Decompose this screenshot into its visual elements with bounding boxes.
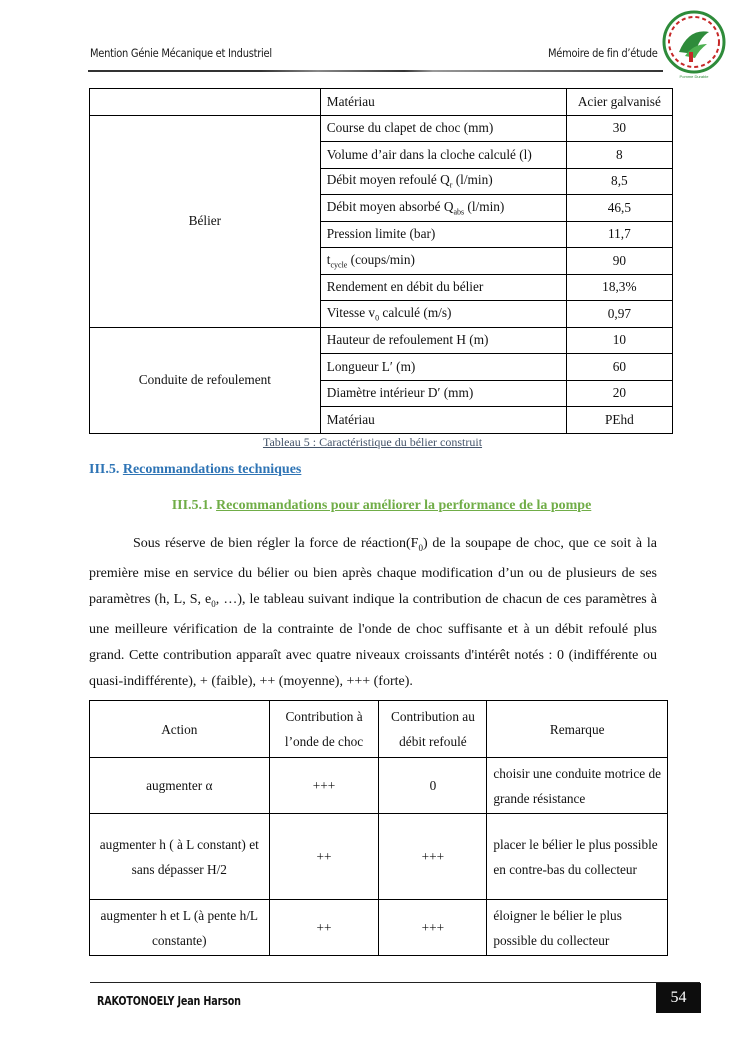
table-cell-param: Longueur L′ (m): [320, 354, 566, 381]
table-cell-action: augmenter h ( à L constant) et sans dépasser H/2: [90, 814, 270, 900]
table-row: [90, 758, 668, 814]
table-cell-value: 30: [566, 115, 672, 142]
table-cell-value: 0,97: [566, 301, 672, 328]
table-cell-action: augmenter α: [90, 758, 270, 814]
table-cell-param: Pression limite (bar): [320, 221, 566, 248]
table-header-row: [90, 701, 668, 758]
table-cell-param: Matériau: [320, 89, 566, 116]
column-header: Contribution à l’onde de choc: [269, 701, 379, 758]
subsection-heading: [0, 498, 745, 514]
table-cell-debit: +++: [379, 814, 487, 900]
belier-characteristics-table: [89, 88, 673, 434]
table-cell-param: Rendement en débit du bélier: [320, 274, 566, 301]
table-cell-debit: 0: [379, 758, 487, 814]
header-rule: [88, 70, 663, 72]
recommendations-table: [89, 700, 668, 956]
table-cell-value: PEhd: [566, 407, 672, 434]
table-cell-value: 60: [566, 354, 672, 381]
table-cell-param: Volume d’air dans la cloche calculé (l): [320, 142, 566, 169]
table-row: [90, 900, 668, 956]
table-cell-choc: ++: [269, 814, 379, 900]
table-cell-choc: ++: [269, 900, 379, 956]
header-right-title: Mémoire de fin d’étude: [548, 46, 658, 60]
table-cell-value: 11,7: [566, 221, 672, 248]
table-cell-value: 18,3%: [566, 274, 672, 301]
table-cell-debit: +++: [379, 900, 487, 956]
table-cell-choc: +++: [269, 758, 379, 814]
section-heading: [89, 462, 301, 478]
table-row: [90, 814, 668, 900]
logo-caption: Pomme Durable: [679, 74, 709, 79]
table-row: [90, 327, 673, 354]
table-cell-param: Diamètre intérieur D′ (mm): [320, 380, 566, 407]
table-cell-value: 10: [566, 327, 672, 354]
body-paragraph: Sous réserve de bien régler la force de $réaction(F_0)$ de la soupape de choc, que ce soit à la première mise en service du bélier ou bien après chaque modification d’un ou de plusieurs de ses paramètres (h, L, S, $e_0$, …), le tableau suivant indique la contribution de chacun de ces paramètres à une meilleure vérification de la contrainte de l'onde de choc suffisante et à un débit refoulé plus grand. Cette contribution apparaît avec quatre niveaux croissants d'intérêt notés : 0 (indifférente ou quasi-indifférente), + (faible), ++ (moyenne), +++ (forte).: [89, 536, 657, 689]
subsection-title: Recommandations pour améliorer la performance de la pompe: [216, 498, 592, 513]
table-cell-value: 46,5: [566, 195, 672, 222]
table-cell-remarque: éloigner le bélier le plus possible du collecteur: [487, 900, 668, 956]
table-row: [90, 115, 673, 142]
section-title: Recommandations techniques: [122, 462, 302, 477]
footer-author: RAKOTONOELY Jean Harson: [97, 994, 241, 1008]
table-cell-action: augmenter h et L (à pente h/L constante): [90, 900, 270, 956]
header-left-title: Mention Génie Mécanique et Industriel: [90, 46, 272, 60]
table-cell-param: Hauteur de refoulement H (m): [320, 327, 566, 354]
table-cell-remarque: placer le bélier le plus possible en contre-bas du collecteur: [487, 814, 668, 900]
table-cell-param: Vitesse $v_0$ calculé (m/s): [320, 301, 566, 328]
page-number: 54: [656, 983, 701, 1013]
column-header: Contribution au débit refoulé: [379, 701, 487, 758]
column-header: Action: [90, 701, 270, 758]
table-cell-param: Matériau: [320, 407, 566, 434]
table-cell-value: 8,5: [566, 168, 672, 195]
table-cell-value: 90: [566, 248, 672, 275]
table-cell-param: $t_{cycle}$ (coups/min): [320, 248, 566, 275]
footer-rule: [90, 982, 700, 983]
column-header: Remarque: [487, 701, 668, 758]
table-cell-value: Acier galvanisé: [566, 89, 672, 116]
table-cell-param: Course du clapet de choc (mm): [320, 115, 566, 142]
institution-logo: [659, 8, 729, 80]
table-cell-remarque: choisir une conduite motrice de grande résistance: [487, 758, 668, 814]
subsection-number: III.5.1.: [171, 498, 217, 513]
table-caption: Tableau 5 : Caractéristique du bélier construit: [262, 435, 483, 449]
section-number: III.5.: [89, 462, 123, 477]
table-cell-value: 8: [566, 142, 672, 169]
table-cell-param: Débit moyen refoulé $Q_r$ (l/min): [320, 168, 566, 195]
table-cell-param: Débit moyen absorbé $Q_{abs}$ (l/min): [320, 195, 566, 222]
group-label-belier: Bélier: [90, 115, 321, 327]
group-label-conduite: Conduite de refoulement: [90, 327, 321, 433]
table-cell-value: 20: [566, 380, 672, 407]
table-cell-empty: [90, 89, 321, 116]
table-row: [90, 89, 673, 116]
